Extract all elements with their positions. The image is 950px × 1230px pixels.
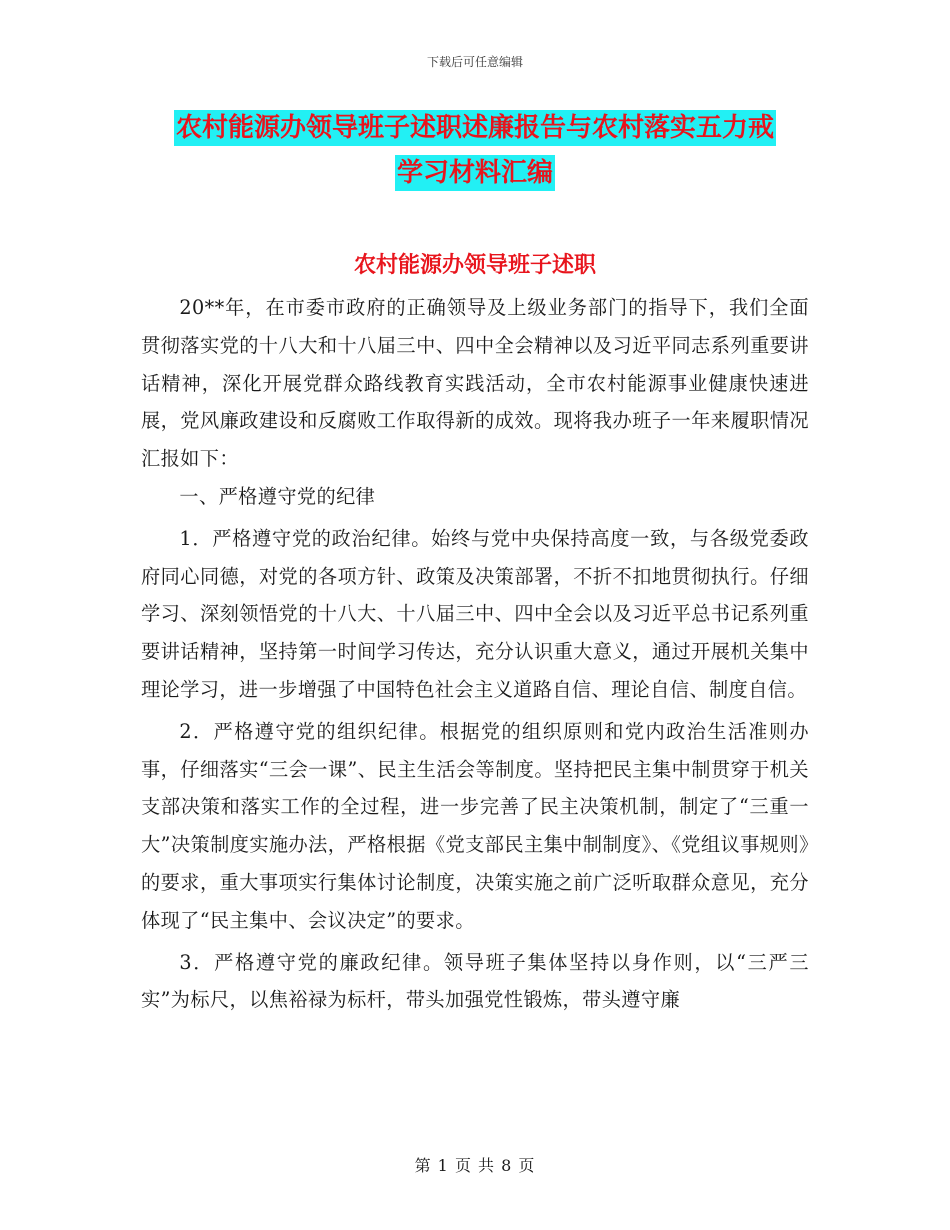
document-body	[141, 289, 809, 1019]
heading-discipline: 一、严格遵守党的纪律	[179, 484, 376, 508]
header-note: 下载后可任意编辑	[426, 55, 523, 69]
document-title-line-1	[130, 110, 820, 146]
paragraph-intro: 20**年，在市委市政府的正确领导及上级业务部门的指导下，我们全面贯彻落实党的十八大和十八届三中、四中全会精神以及习近平同志系列重要讲话精神，深化开展党群众路线教育实践活动，全市农村能源事业健康快速进展，党风廉政建设和反腐败工作取得新的成效。现将我办班子一年来履职情况汇报如下：	[141, 296, 809, 471]
section-title: 农村能源办领导班子述职	[353, 253, 596, 278]
page-number-footer: 第 1 页 共 8 页	[414, 1156, 536, 1175]
paragraph-integrity-discipline: 3．严格遵守党的廉政纪律。领导班子集体坚持以身作则，以“三严三实”为标尺，以焦裕禄为标杆，带头加强党性锻炼，带头遵守廉	[141, 950, 809, 1012]
document-title-line-2	[130, 155, 820, 191]
document-title-line-2-text: 学习材料汇编	[395, 155, 555, 191]
paragraph-political-discipline: 1．严格遵守党的政治纪律。始终与党中央保持高度一致，与各级党委政府同心同德，对党的各项方针、政策及决策部署，不折不扣地贯彻执行。仔细学习、深刻领悟党的十八大、十八届三中、四中全会以及习近平总书记系列重要讲话精神，坚持第一时间学习传达，充分认识重大意义，通过开展机关集中理论学习，进一步增强了中国特色社会主义道路自信、理论自信、制度自信。	[141, 526, 809, 701]
paragraph-organizational-discipline: 2．严格遵守党的组织纪律。根据党的组织原则和党内政治生活准则办事，仔细落实“三会一课”、民主生活会等制度。坚持把民主集中制贯穿于机关支部决策和落实工作的全过程，进一步完善了民主决策机制，制定了“三重一大”决策制度实施办法，严格根据《党支部民主集中制制度》、《党组议事规则》的要求，重大事项实行集体讨论制度，决策实施之前广泛听取群众意见，充分体现了“民主集中、会议决定”的要求。	[141, 719, 809, 932]
document-title-line-1-text: 农村能源办领导班子述职述廉报告与农村落实五力戒	[174, 110, 776, 146]
